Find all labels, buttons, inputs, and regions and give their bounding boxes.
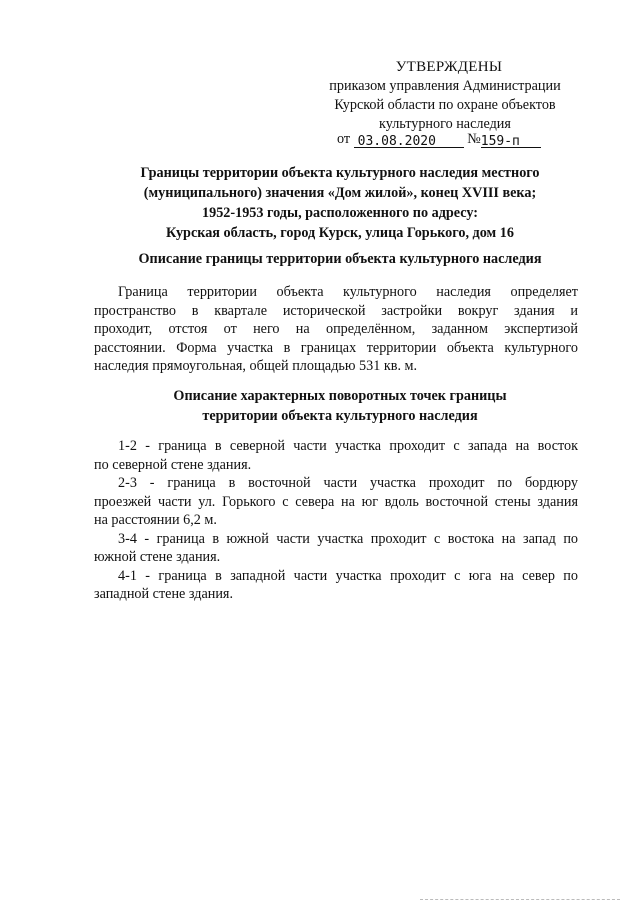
- boundary-item-4-1: [94, 567, 578, 604]
- text-line: южной стене здания.: [94, 549, 221, 565]
- section2-heading: [70, 386, 610, 426]
- title-line: (муниципального) значения «Дом жилой», конец XVIII века;: [143, 185, 537, 201]
- text-line: наследия прямоугольная, общей площадью 531 кв. м.: [94, 358, 418, 374]
- text-line: 2-3 - граница в восточной части участка проходит по бордюру: [118, 475, 578, 491]
- boundary-item-2-3: [94, 474, 578, 530]
- text-line: пространство в квартале исторической застройки вокруг здания и: [94, 302, 578, 319]
- order-number: 159-п: [480, 134, 520, 149]
- text-line: на расстоянии 6,2 м.: [94, 512, 217, 528]
- number-prefix: №: [467, 131, 481, 147]
- text-line: проходит, отстоя от него на определённом, заданном экспертизой: [94, 321, 578, 337]
- section1-text: [94, 283, 578, 376]
- text-line: расстоянии. Форма участка в границах территории объекта культурного: [94, 339, 578, 356]
- title-line: 1952-1953 годы, расположенного по адресу:: [202, 205, 478, 221]
- boundary-item-1-2: [94, 437, 578, 474]
- text-line: Граница территории объекта культурного наследия определяет: [118, 284, 578, 300]
- text-line: 4-1 - граница в западной части участка проходит с юга на север по: [118, 567, 578, 584]
- scan-artifact-line: [420, 899, 620, 901]
- text-line: западной стене здания.: [94, 586, 233, 602]
- date-field: [354, 133, 464, 148]
- text-line: по северной стене здания.: [94, 456, 252, 473]
- number-field: [481, 133, 541, 148]
- date-prefix: от: [337, 131, 351, 147]
- approval-line: приказом управления Администрации: [329, 78, 561, 94]
- approval-block: [300, 58, 590, 134]
- order-line: [337, 131, 541, 148]
- title-line: Границы территории объекта культурного наследия местного: [140, 165, 540, 181]
- text-line: 1-2 - граница в северной части участка проходит с запада на восток: [118, 438, 578, 454]
- text-line: 3-4 - граница в южной части участка проходит с востока на запад по: [118, 530, 578, 547]
- section-heading: территории объекта культурного наследия: [202, 408, 478, 424]
- title-line: Курская область, город Курск, улица Горького, дом 16: [166, 225, 514, 241]
- document-title: [70, 163, 610, 243]
- approval-line: культурного наследия: [379, 116, 511, 132]
- text-line: проезжей части ул. Горького с севера на юг вдоль восточной стены здания: [94, 493, 578, 510]
- approval-title: УТВЕРЖДЕНЫ: [395, 59, 503, 75]
- section-heading: Описание границы территории объекта культурного наследия: [138, 251, 542, 267]
- section-heading: Описание характерных поворотных точек границы: [173, 388, 507, 404]
- approval-line: Курской области по охране объектов: [334, 97, 556, 113]
- order-date: 03.08.2020: [357, 134, 436, 149]
- section2-items: [94, 437, 578, 604]
- section1-heading: [70, 249, 610, 269]
- boundary-item-3-4: [94, 530, 578, 567]
